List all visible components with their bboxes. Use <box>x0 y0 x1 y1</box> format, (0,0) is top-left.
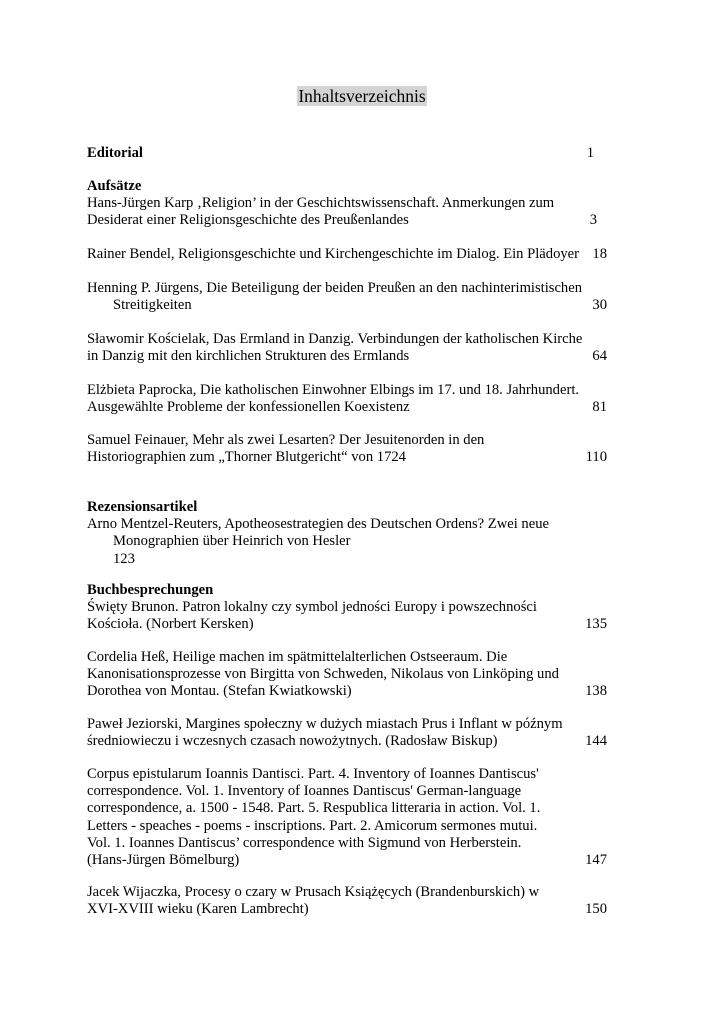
entry-line: Cordelia Heß, Heilige machen im spätmittelalterlichen Ostseeraum. Die <box>87 649 508 665</box>
entry-line: Corpus epistularum Ioannis Dantisci. Part. 4. Inventory of Ioannes Dantiscus' <box>87 766 539 782</box>
section-heading-buchbesprechungen: Buchbesprechungen <box>87 582 214 598</box>
entry-line: Vol. 1. Ioannes Dantiscus’ correspondence with Sigmund von Herberstein. <box>87 834 522 851</box>
entry-line: correspondence, a. 1500 - 1548. Part. 5. Respublica litteraria in action. Vol. 1. <box>87 800 541 817</box>
editorial-entry <box>87 145 607 162</box>
page-number: 18 <box>592 246 607 262</box>
entry-line: Elżbieta Paprocka, Die katholischen Einwohner Elbings im 17. und 18. Jahrhundert. <box>87 382 580 398</box>
entry-line: Dorothea von Montau. (Stefan Kwiatkowski) <box>87 683 352 700</box>
toc-entry <box>87 716 607 750</box>
toc-entry <box>87 246 607 263</box>
entry-line: Ausgewählte Probleme der konfessionellen Koexistenz <box>87 399 410 416</box>
page-number: 81 <box>592 399 607 416</box>
toc-entry <box>87 649 607 701</box>
toc-entry <box>87 766 607 869</box>
toc-entry <box>87 382 607 416</box>
entry-line: Jacek Wijaczka, Procesy o czary w Prusach Książęcych (Brandenburskich) w <box>87 884 540 900</box>
page-number: 147 <box>585 851 607 868</box>
section-heading-aufsaetze: Aufsätze <box>87 178 142 194</box>
section-heading-rezensionsartikel: Rezensionsartikel <box>87 499 198 515</box>
section-heading-editorial: Editorial <box>87 145 143 161</box>
entry-line: Letters - speaches - poems - inscriptions. Part. 2. Amicorum sermones mutui. <box>87 817 538 834</box>
toc-title-wrap <box>0 86 724 107</box>
entry-line: (Hans-Jürgen Bömelburg) <box>87 851 240 868</box>
aufsaetze-heading-block <box>87 178 607 195</box>
entry-line: XVI-XVIII wieku (Karen Lambrecht) <box>87 901 309 918</box>
page-number: 123 <box>113 550 135 567</box>
toc-entry <box>87 331 607 365</box>
entry-line: Henning P. Jürgens, Die Beteiligung der beiden Preußen an den nachinterimistischen <box>87 280 582 296</box>
entry-line: Historiographien zum „Thorner Blutgericht“ von 1724 <box>87 449 406 466</box>
page-number: 64 <box>592 348 607 365</box>
page-number: 30 <box>592 297 607 314</box>
page-number: 135 <box>585 616 607 633</box>
toc-title: Inhaltsverzeichnis <box>298 86 426 106</box>
toc-entry <box>87 280 607 314</box>
toc-entry <box>87 582 607 634</box>
entry-line: correspondence. Vol. 1. Inventory of Ioannes Dantiscus' German-language <box>87 783 522 800</box>
page-number: 110 <box>585 449 607 466</box>
page-number: 138 <box>585 683 607 700</box>
page-number: 150 <box>585 901 607 918</box>
entry-line: Święty Brunon. Patron lokalny czy symbol jedności Europy i powszechności <box>87 599 537 616</box>
page-number: 144 <box>585 733 607 750</box>
page-number: 1 <box>586 145 594 161</box>
page-number: 3 <box>589 212 597 229</box>
entry-line: in Danzig mit den kirchlichen Strukturen des Ermlands <box>87 348 410 365</box>
entry-line: Monographien über Heinrich von Hesler <box>113 533 351 550</box>
entry-line: średniowieczu i wczesnych czasach nowożytnych. (Radosław Biskup) <box>87 733 498 750</box>
entry-line: Samuel Feinauer, Mehr als zwei Lesarten? Der Jesuitenorden in den <box>87 432 485 448</box>
entry-line: Streitigkeiten <box>113 297 192 314</box>
entry-line: Rainer Bendel, Religionsgeschichte und Kirchengeschichte im Dialog. Ein Plädoyer <box>87 246 580 262</box>
entry-line: Arno Mentzel-Reuters, Apotheosestrategien des Deutschen Ordens? Zwei neue <box>87 516 549 533</box>
toc-entry <box>87 195 607 229</box>
entry-line: Hans-Jürgen Karp ‚Religion’ in der Geschichtswissenschaft. Anmerkungen zum <box>87 195 555 211</box>
entry-line: Sławomir Kościelak, Das Ermland in Danzig. Verbindungen der katholischen Kirche <box>87 331 583 347</box>
toc-entry <box>87 499 607 568</box>
entry-line: Kanonisationsprozesse von Birgitta von Schweden, Nikolaus von Linköping und <box>87 666 559 683</box>
entry-line: Kościoła. (Norbert Kersken) <box>87 616 254 633</box>
entry-line: Paweł Jeziorski, Margines społeczny w dużych miastach Prus i Inflant w późnym <box>87 716 563 732</box>
toc-entry <box>87 884 607 918</box>
entry-line: Desiderat einer Religionsgeschichte des Preußenlandes <box>87 212 409 229</box>
toc-entry <box>87 432 607 466</box>
